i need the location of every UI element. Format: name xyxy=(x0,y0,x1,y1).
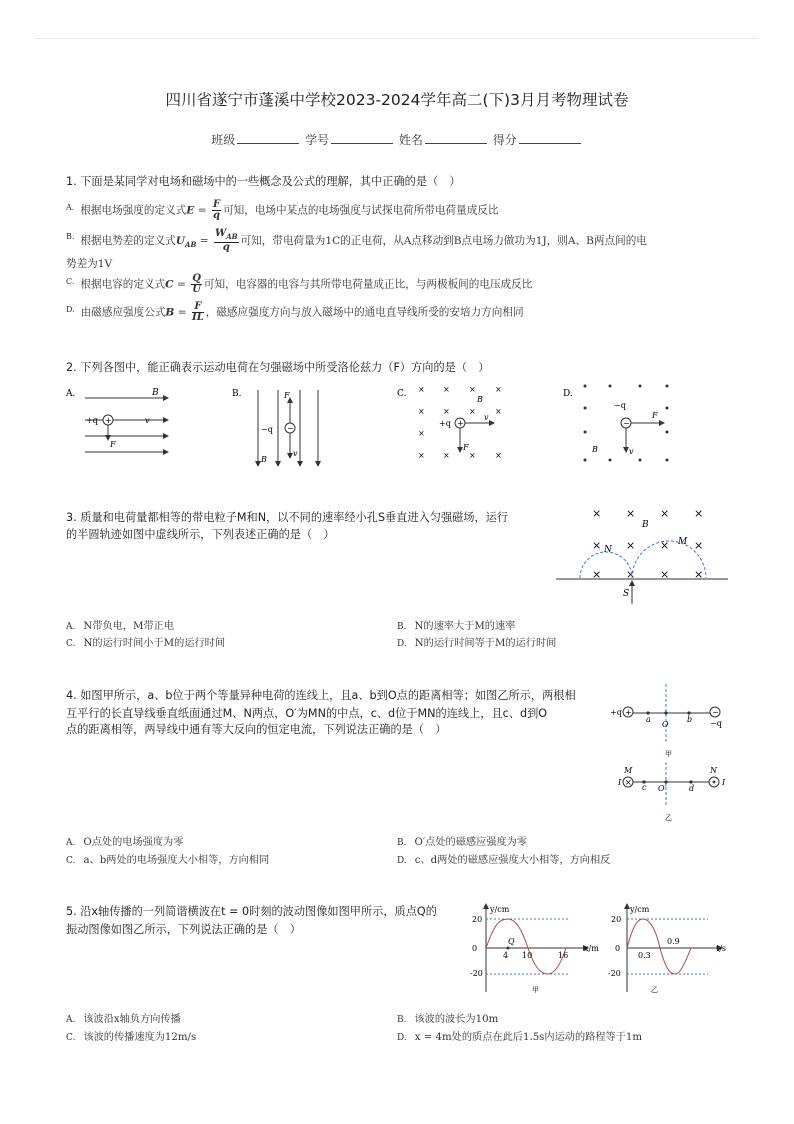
svg-text:−q: −q xyxy=(710,719,722,728)
q5-option-a[interactable]: A. 该波沿x轴负方向传播 xyxy=(66,1014,181,1025)
svg-text:Q: Q xyxy=(508,937,515,946)
svg-text:×: × xyxy=(694,568,704,581)
svg-text:D.: D. xyxy=(563,389,573,399)
svg-text:v: v xyxy=(145,416,150,425)
id-blank[interactable] xyxy=(331,132,393,144)
page-title: 四川省遂宁市蓬溪中学校2023-2024学年高二(下)3月月考物理试卷 xyxy=(165,91,629,109)
svg-text:x/m: x/m xyxy=(584,944,599,953)
svg-text:×: × xyxy=(592,539,602,552)
q4-c-text: a、b两处的电场强度大小相等，方向相同 xyxy=(83,855,270,866)
svg-text:S: S xyxy=(623,589,630,599)
q5-option-d[interactable]: D. x = 4m处的质点在此后1.5s内运动的路程等于1m xyxy=(397,1032,643,1043)
q3-b-text: N的速率大于M的速率 xyxy=(414,621,516,632)
score-label: 得分 xyxy=(492,133,517,147)
svg-text:×: × xyxy=(592,507,602,520)
svg-text:0: 0 xyxy=(615,944,621,953)
svg-text:×: × xyxy=(418,407,425,416)
svg-text:M: M xyxy=(624,766,633,775)
svg-text:v: v xyxy=(293,449,298,458)
svg-text:×: × xyxy=(495,385,502,394)
q4-option-b[interactable]: B. O′点处的磁感应强度为零 xyxy=(397,837,528,848)
svg-text:B: B xyxy=(477,395,483,404)
svg-text:×: × xyxy=(469,407,476,416)
q3-d-text: N的运行时间等于M的运行时间 xyxy=(414,638,557,649)
svg-text:B: B xyxy=(261,455,267,464)
svg-text:×: × xyxy=(660,539,670,552)
student-info-row xyxy=(0,131,794,148)
q2-figure-c[interactable] xyxy=(397,385,502,460)
svg-text:×: × xyxy=(418,429,425,438)
q1-a-post: 可知，电场中某点的电场强度与试探电荷所带电荷量成反比 xyxy=(223,204,499,217)
q1-stem: 1. 下面是某同学对电场和磁场中的一些概念及公式的理解，其中正确的是（ ） xyxy=(66,175,461,188)
svg-text:N: N xyxy=(710,766,717,775)
svg-text:×: × xyxy=(660,568,670,581)
svg-text:t/s: t/s xyxy=(716,944,727,953)
svg-text:×: × xyxy=(625,778,632,787)
svg-text:4: 4 xyxy=(503,951,509,960)
svg-text:F: F xyxy=(110,440,116,449)
svg-text:−: − xyxy=(623,419,630,428)
svg-text:y/cm: y/cm xyxy=(490,905,510,914)
svg-text:−: − xyxy=(712,708,719,717)
svg-text:20: 20 xyxy=(611,915,622,924)
svg-text:×: × xyxy=(592,568,602,581)
svg-text:×: × xyxy=(418,451,425,460)
q1-a-pre: 根据电场强度的定义式 xyxy=(80,204,187,217)
svg-text:−: − xyxy=(287,424,294,433)
q1-c-pre: 根据电容的定义式 xyxy=(80,278,166,291)
q5-a-text: 该波沿x轴负方向传播 xyxy=(83,1014,181,1025)
svg-text:F: F xyxy=(463,443,469,452)
q1-d-post: ，磁感应强度方向与放入磁场中的通电直导线所受的安培力方向相同 xyxy=(205,306,524,319)
q2-figure-a[interactable] xyxy=(65,388,168,452)
svg-text:I: I xyxy=(618,778,622,787)
svg-text:×: × xyxy=(626,507,636,520)
svg-text:N: N xyxy=(604,545,612,555)
q1-option-b[interactable]: $^{B.}$ 根据电势差的定义式$U_{AB}$ = $W_{AB}$ q 可知，带电荷量为1C的正电荷，从A点移动到B点电场力做功为1J，则A、B两点间的电 xyxy=(66,228,647,253)
svg-text:×: × xyxy=(694,507,704,520)
q4-fig-yi-caption: 乙 xyxy=(665,814,672,822)
svg-text:×: × xyxy=(443,385,450,394)
q1-option-b-line2: 势差为1V xyxy=(66,258,113,270)
svg-text:×: × xyxy=(495,407,502,416)
q5-option-b[interactable]: B. 该波的波长为10m xyxy=(397,1014,499,1025)
q1-c-post: 可知，电容器的电容与其所带电荷量成正比，与两极板间的电压成反比 xyxy=(203,278,533,291)
q5-d-text: x = 4m处的质点在此后1.5s内运动的路程等于1m xyxy=(414,1032,643,1043)
name-label: 姓名 xyxy=(398,133,423,147)
svg-text:d: d xyxy=(689,784,695,793)
svg-text:C.: C. xyxy=(397,389,407,399)
svg-text:0: 0 xyxy=(472,944,478,953)
svg-text:×: × xyxy=(660,507,670,520)
svg-text:v: v xyxy=(629,447,634,456)
svg-text:+: + xyxy=(625,708,632,717)
svg-text:+q: +q xyxy=(86,416,98,425)
svg-text:v: v xyxy=(484,413,489,422)
q5-c-text: 该波的传播速度为12m/s xyxy=(83,1032,197,1043)
q4-d-text: c、d两处的磁感应强度大小相等，方向相反 xyxy=(414,855,611,866)
svg-text:b: b xyxy=(687,715,693,724)
q4-b-text: O′点处的磁感应强度为零 xyxy=(414,837,528,848)
q3-stem-line1: 3. 质量和电荷量都相等的带电粒子M和N，以不同的速率经小孔S垂直进入匀强磁场，运行 xyxy=(66,511,509,524)
id-label: 学号 xyxy=(305,133,330,147)
svg-text:×: × xyxy=(469,385,476,394)
q3-option-a[interactable]: A. N带负电，M带正电 xyxy=(66,621,175,632)
q1-option-c[interactable]: $^{C.}$ 根据电容的定义式C = $\frac{Q}{U}$ 可知，电容器的电容与其所带电荷量成正比，与两极板间的电压成反比 xyxy=(66,273,533,295)
svg-text:×: × xyxy=(443,451,450,460)
svg-text:M: M xyxy=(678,537,688,547)
q5-fig-jia-caption: 甲 xyxy=(532,986,539,994)
top-divider xyxy=(36,38,758,39)
svg-text:-20: -20 xyxy=(470,969,483,978)
q2-figure-b[interactable] xyxy=(232,389,318,466)
class-blank[interactable] xyxy=(237,132,299,144)
q4-stem-line3: 点的距离相等，两导线中通有等大反向的恒定电流，下列说法正确的是（ ） xyxy=(66,723,447,736)
svg-text:O: O xyxy=(662,720,669,729)
q5-figures xyxy=(470,900,732,996)
q1-d-pre: 由磁感应强度公式 xyxy=(80,306,166,319)
svg-text:B: B xyxy=(592,445,598,454)
svg-text:−q: −q xyxy=(614,401,626,410)
q5-stem-line1: 5. 沿x轴传播的一列简谐横波在t = 0时刻的波动图像如图甲所示，质点Q的 xyxy=(66,905,437,918)
svg-text:B.: B. xyxy=(232,389,242,399)
svg-text:+: + xyxy=(105,416,112,425)
q1-option-a[interactable]: $^{A.}$ 根据电场强度的定义式E = $\frac{F}{q}$ 可知，电场中某点的电场强度与试探电荷所带电荷量成反比 xyxy=(66,199,499,221)
q4-option-a[interactable]: A. O点处的电场强度为零 xyxy=(66,837,184,848)
q5-stem-line2: 振动图像如图乙所示，下列说法正确的是（ ） xyxy=(66,923,301,936)
svg-text:+: + xyxy=(457,419,464,428)
svg-text:F: F xyxy=(284,391,290,400)
svg-text:a: a xyxy=(646,715,651,724)
svg-text:×: × xyxy=(469,451,476,460)
q4-stem-line1: 4. 如图甲所示，a、b位于两个等量异种电荷的连线上，且a、b到O点的距离相等；如图乙所示，两根相 xyxy=(66,689,576,702)
svg-text:0.3: 0.3 xyxy=(638,951,651,960)
q4-figures xyxy=(606,682,736,824)
q5-option-c[interactable]: C. 该波的传播速度为12m/s xyxy=(66,1032,197,1043)
svg-text:×: × xyxy=(626,539,636,552)
svg-text:c: c xyxy=(642,783,647,792)
svg-text:+q: +q xyxy=(439,419,451,428)
svg-text:O′: O′ xyxy=(658,784,667,793)
q5-fig-yi-caption: 乙 xyxy=(651,986,658,994)
q2-stem: 2. 下列各图中，能正确表示运动电荷在匀强磁场中所受洛伦兹力（F）方向的是（ ） xyxy=(66,361,490,374)
q4-a-text: O点处的电场强度为零 xyxy=(83,837,184,848)
svg-text:F: F xyxy=(652,411,658,420)
q3-option-d[interactable]: D. N的运行时间等于M的运行时间 xyxy=(397,638,557,649)
svg-text:-20: -20 xyxy=(608,969,621,978)
svg-text:+q: +q xyxy=(610,708,622,717)
q3-stem-line2: 的半圆轨迹如图中虚线所示，下列表述正确的是（ ） xyxy=(66,528,335,541)
q2-figure-d[interactable] xyxy=(563,385,669,462)
svg-text:0.9: 0.9 xyxy=(667,937,680,946)
svg-text:y/cm: y/cm xyxy=(630,905,650,914)
svg-text:10: 10 xyxy=(522,951,533,960)
q3-option-c[interactable]: C. N的运行时间小于M的运行时间 xyxy=(66,638,226,649)
svg-text:×: × xyxy=(694,539,704,552)
svg-text:I: I xyxy=(722,778,726,787)
svg-text:×: × xyxy=(418,385,425,394)
q1-option-d[interactable]: $^{D.}$ 由磁感应强度公式B = $\frac{F}{IL}$ ，磁感应强度方向与放入磁场中的通电直导线所受的安培力方向相同 xyxy=(66,301,524,323)
q4-option-c[interactable]: C. a、b两处的电场强度大小相等，方向相同 xyxy=(66,855,270,866)
svg-text:16: 16 xyxy=(558,951,569,960)
q4-fig-jia-caption: 甲 xyxy=(665,750,672,758)
q1-b-post: 可知，带电荷量为1C的正电荷，从A点移动到B点电场力做功为1J，则A、B两点间的电 xyxy=(240,235,647,247)
svg-text:−q: −q xyxy=(261,425,273,434)
score-blank[interactable] xyxy=(519,132,581,144)
svg-text:×: × xyxy=(443,407,450,416)
svg-text:×: × xyxy=(495,451,502,460)
class-label: 班级 xyxy=(211,133,236,147)
q4-option-d[interactable]: D. c、d两处的磁感应强度大小相等，方向相反 xyxy=(397,855,611,866)
svg-text:20: 20 xyxy=(472,915,483,924)
q4-stem-line2: 互平行的长直导线垂直纸面通过M、N两点，O′为MN的中点，c、d位于MN的连线上，且c、d到O xyxy=(66,707,548,720)
svg-text:B: B xyxy=(642,520,649,530)
name-blank[interactable] xyxy=(425,132,487,144)
q1-b-pre: 根据电势差的定义式 xyxy=(80,235,176,247)
svg-text:A.: A. xyxy=(66,389,76,399)
svg-text:B: B xyxy=(152,388,159,398)
q3-figure xyxy=(552,500,732,606)
svg-text:×: × xyxy=(626,568,636,581)
q5-b-text: 该波的波长为10m xyxy=(414,1014,499,1025)
q3-c-text: N的运行时间小于M的运行时间 xyxy=(83,638,226,649)
q3-option-b[interactable]: B. N的速率大于M的速率 xyxy=(397,621,516,632)
q3-a-text: N带负电，M带正电 xyxy=(83,621,175,632)
q2-figures xyxy=(60,380,750,472)
